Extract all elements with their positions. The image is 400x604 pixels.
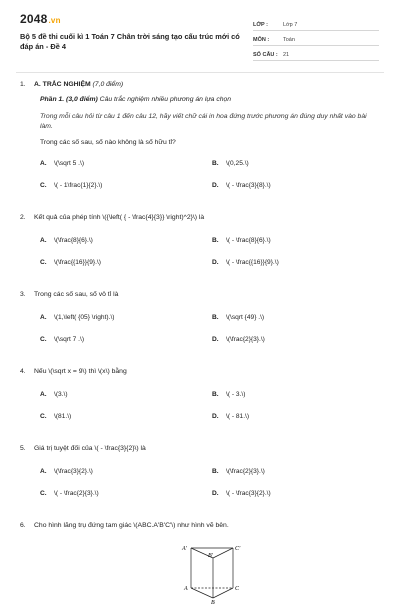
part-title-rest: Câu trắc nghiệm nhiều phương án lựa chọn bbox=[97, 96, 232, 103]
question-line bbox=[20, 367, 382, 376]
meta-label: MÔN : bbox=[253, 37, 270, 43]
question-text: Giá trị tuyệt đối của \( - \frac{3}{2}\) là bbox=[34, 445, 146, 452]
option-a[interactable] bbox=[40, 390, 212, 399]
option-letter: A. bbox=[40, 160, 47, 167]
logo-suffix: .vn bbox=[48, 16, 61, 25]
option-text: \(\frac{2}{3}.\) bbox=[226, 336, 265, 343]
option-a[interactable] bbox=[40, 313, 212, 322]
option-letter: C. bbox=[40, 413, 47, 420]
question-number: 1. bbox=[20, 81, 26, 88]
question-1 bbox=[20, 80, 382, 190]
option-text: \(\frac{8}{6}.\) bbox=[54, 237, 93, 244]
label-a-top: A' bbox=[182, 546, 187, 552]
meta-row-class bbox=[253, 16, 379, 31]
question-4 bbox=[20, 367, 382, 421]
option-letter: C. bbox=[40, 259, 47, 266]
answer-options bbox=[40, 467, 382, 498]
question-line bbox=[20, 213, 382, 222]
document-content bbox=[20, 80, 382, 604]
label-b-top: B' bbox=[208, 553, 213, 559]
option-c[interactable] bbox=[40, 258, 212, 267]
option-letter: D. bbox=[212, 413, 219, 420]
option-d[interactable] bbox=[212, 412, 384, 421]
option-text: \(\sqrt {49} .\) bbox=[226, 314, 265, 321]
question-text: Trong các số sau, số vô tỉ là bbox=[34, 291, 119, 298]
option-b[interactable] bbox=[212, 159, 384, 168]
section-points: (7,0 điểm) bbox=[92, 81, 124, 88]
question-text: Cho hình lăng trụ đứng tam giác \(ABC.A'B'C'\) như hình vẽ bên. bbox=[34, 522, 229, 529]
option-b[interactable] bbox=[212, 236, 384, 245]
option-text: \(81.\) bbox=[54, 413, 72, 420]
option-b[interactable] bbox=[212, 313, 384, 322]
question-3 bbox=[20, 290, 382, 344]
triangular-prism-diagram bbox=[177, 542, 247, 604]
option-text: \( - \frac{2}{3}.\) bbox=[54, 490, 99, 497]
question-text: Nếu \(\sqrt x = 9\) thì \(x\) bằng bbox=[34, 368, 127, 375]
section-title bbox=[34, 80, 123, 89]
edge-bottom-bc bbox=[213, 588, 233, 598]
option-a[interactable] bbox=[40, 467, 212, 476]
option-text: \(\frac{2}{3}.\) bbox=[226, 468, 265, 475]
option-letter: B. bbox=[212, 391, 219, 398]
option-letter: C. bbox=[40, 336, 47, 343]
label-b: B bbox=[211, 600, 215, 604]
option-letter: B. bbox=[212, 160, 219, 167]
meta-value: 21 bbox=[283, 52, 290, 58]
option-text: \( - \frac{3}{2}.\) bbox=[226, 490, 271, 497]
option-c[interactable] bbox=[40, 489, 212, 498]
option-c[interactable] bbox=[40, 412, 212, 421]
meta-value: Lớp 7 bbox=[283, 22, 298, 28]
document-meta bbox=[253, 16, 379, 61]
option-letter: A. bbox=[40, 391, 47, 398]
question-number: 5. bbox=[20, 445, 26, 452]
option-letter: D. bbox=[212, 259, 219, 266]
document-title: Bộ 5 đề thi cuối kì 1 Toán 7 Chân trời sáng tạo cấu trúc mới có đáp án - Đề 4 bbox=[20, 32, 240, 51]
option-text: \( - \frac{8}{6}.\) bbox=[226, 237, 271, 244]
option-letter: A. bbox=[40, 314, 47, 321]
question-text: Kết quả của phép tính \({\left( { - \frac{4}{3}} \right)^2}\) là bbox=[34, 214, 205, 221]
question-line bbox=[20, 444, 382, 453]
answer-options bbox=[40, 159, 382, 190]
option-letter: D. bbox=[212, 490, 219, 497]
option-c[interactable] bbox=[40, 335, 212, 344]
document-header bbox=[20, 12, 382, 64]
question-5 bbox=[20, 444, 382, 498]
part-title bbox=[40, 95, 382, 104]
site-logo[interactable] bbox=[20, 12, 61, 26]
option-b[interactable] bbox=[212, 467, 384, 476]
option-letter: B. bbox=[212, 237, 219, 244]
option-letter: B. bbox=[212, 314, 219, 321]
section-heading bbox=[20, 80, 382, 89]
meta-label: LỚP : bbox=[253, 22, 268, 28]
option-text: \( - \frac{{16}}{9}.\) bbox=[226, 259, 279, 266]
option-text: \( - 1\frac{1}{2}.\) bbox=[54, 182, 103, 189]
edge-bottom-ab bbox=[191, 588, 213, 598]
question-2 bbox=[20, 213, 382, 267]
option-text: \(3.\) bbox=[54, 391, 68, 398]
question-number: 4. bbox=[20, 368, 26, 375]
option-text: \(1,\left( {05} \right).\) bbox=[54, 314, 115, 321]
option-d[interactable] bbox=[212, 335, 384, 344]
edge-top-bc bbox=[213, 548, 233, 558]
option-c[interactable] bbox=[40, 181, 212, 190]
meta-label: SỐ CÂU : bbox=[253, 52, 278, 58]
option-letter: A. bbox=[40, 237, 47, 244]
prism-figure bbox=[177, 542, 247, 604]
meta-row-count bbox=[253, 46, 379, 61]
option-text: \(\sqrt 5 .\) bbox=[54, 160, 85, 167]
logo-text: 2048 bbox=[20, 12, 48, 26]
question-number: 3. bbox=[20, 291, 26, 298]
option-text: \(0,25.\) bbox=[226, 160, 249, 167]
label-c-top: C' bbox=[235, 546, 241, 552]
option-d[interactable] bbox=[212, 181, 384, 190]
label-a: A bbox=[184, 586, 188, 592]
meta-value: Toán bbox=[283, 37, 295, 43]
option-letter: C. bbox=[40, 490, 47, 497]
option-text: \( - 81.\) bbox=[226, 413, 250, 420]
question-line bbox=[20, 290, 382, 299]
option-d[interactable] bbox=[212, 489, 384, 498]
answer-options bbox=[40, 236, 382, 267]
option-text: \(\frac{3}{2}.\) bbox=[54, 468, 93, 475]
part-title-bold: Phần 1. (3,0 điểm) bbox=[40, 96, 98, 103]
option-text: \( - \frac{3}{8}.\) bbox=[226, 182, 271, 189]
question-6 bbox=[20, 521, 382, 604]
option-letter: B. bbox=[212, 468, 219, 475]
section-title-text: A. TRẮC NGHIỆM bbox=[34, 81, 91, 88]
question-number: 6. bbox=[20, 522, 26, 529]
label-c: C bbox=[235, 586, 240, 592]
option-text: \( - 3.\) bbox=[226, 391, 246, 398]
meta-row-subject bbox=[253, 31, 379, 46]
option-d[interactable] bbox=[212, 258, 384, 267]
header-divider bbox=[16, 72, 384, 73]
option-b[interactable] bbox=[212, 390, 384, 399]
option-letter: D. bbox=[212, 336, 219, 343]
instruction-text: Trong mỗi câu hỏi từ câu 1 đến câu 12, hãy viết chữ cái in hoa đứng trước phương án đúng duy nhất vào bài làm. bbox=[40, 113, 367, 130]
option-letter: C. bbox=[40, 182, 47, 189]
answer-options bbox=[40, 390, 382, 421]
option-letter: D. bbox=[212, 182, 219, 189]
option-text: \(\sqrt 7 .\) bbox=[54, 336, 85, 343]
question-text: Trong các số sau, số nào không là số hữu tỉ? bbox=[40, 139, 176, 146]
option-letter: A. bbox=[40, 468, 47, 475]
option-text: \(\frac{{16}}{9}.\) bbox=[54, 259, 101, 266]
answer-options bbox=[40, 313, 382, 344]
option-a[interactable] bbox=[40, 159, 212, 168]
question-number: 2. bbox=[20, 214, 26, 221]
option-a[interactable] bbox=[40, 236, 212, 245]
question-line bbox=[20, 521, 382, 530]
